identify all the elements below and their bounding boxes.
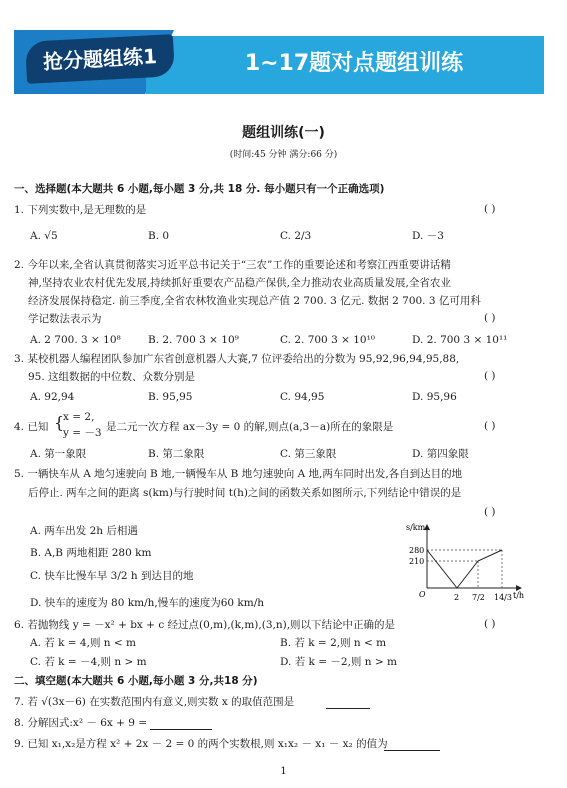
graph-y-label: s/km xyxy=(406,523,426,532)
graph-tick-210: 210 xyxy=(409,557,425,566)
q2-line2: 神,坚持农业农村优先发展,持续抓好重要农产品稳产保供,全力推动农业高质量发展,全省农业 xyxy=(28,277,451,289)
page-number: 1 xyxy=(280,766,287,777)
banner-title: 1~17题对点题组训练 xyxy=(244,51,464,76)
part1-heading: 一、选择题(本大题共 6 小题,每小题 3 分,共 18 分. 每小题只有一个正确选项) xyxy=(14,183,385,195)
q4-brace: { xyxy=(54,413,65,432)
q5-option-d: D. 快车的速度为 80 km/h,慢车的速度为60 km/h xyxy=(30,597,265,609)
q4-system-eq2: y = －3 xyxy=(63,427,102,439)
q3-line1: 3. 某校机器人编程团队参加广东省创意机器人大赛,7 位评委给出的分数为 95,92,96,94,95,88, xyxy=(14,353,460,365)
q4-system-eq1: x = 2, xyxy=(63,411,95,423)
q1-option-c: C. 2/3 xyxy=(280,230,312,242)
q3-option-a: A. 92,94 xyxy=(30,391,75,403)
q2-option-d: D. 2. 700 3 × 10¹¹ xyxy=(412,334,508,346)
q5-answer-paren: ( ) xyxy=(484,506,496,518)
q5-option-c: C. 快车比慢车早 3/2 h 到达目的地 xyxy=(30,570,194,582)
q5-distance-time-graph xyxy=(392,520,532,615)
graph-x-label: t/h xyxy=(513,591,525,600)
q7-text: 7. 若 √(3x－6) 在实数范围内有意义,则实数 x 的取值范围是 xyxy=(14,696,295,708)
q6-option-d: D. 若 k = －2,则 n > m xyxy=(280,656,397,668)
q6-option-a: A. 若 k = 4,则 n < m xyxy=(30,637,136,649)
banner xyxy=(14,30,544,94)
q1-option-a: A. √5 xyxy=(30,230,58,242)
graph-tick-280: 280 xyxy=(409,546,425,555)
q5-option-b: B. A,B 两地相距 280 km xyxy=(30,547,152,559)
q4-option-d: D. 第四象限 xyxy=(412,448,469,460)
section-meta: (时间:45 分钟 满分:66 分) xyxy=(229,150,338,160)
q8-text: 8. 分解因式:x² － 6x + 9 = xyxy=(14,717,148,729)
q5-line2: 后停止. 两车之间的距离 s(km)与行驶时间 t(h)之间的函数关系如图所示,下列结论中错误的是 xyxy=(28,487,462,499)
q8-answer-blank xyxy=(150,717,212,730)
q2-line3: 经济发展保持稳定. 前三季度,全省农林牧渔业实现总产值 2 700. 3 亿元. 数据 2 700. 3 亿可用科 xyxy=(28,295,481,307)
graph-origin: O xyxy=(419,590,426,599)
banner-badge: 抢分题组练1 xyxy=(25,34,175,84)
q4-pre: 4. 已知 xyxy=(14,421,49,433)
q2-option-c: C. 2. 700 3 × 10¹⁰ xyxy=(280,334,376,346)
q4-option-a: A. 第一象限 xyxy=(30,448,87,460)
part2-heading: 二、填空题(本大题共 6 小题,每小题 3 分,共18 分) xyxy=(14,675,258,687)
q9-text: 9. 已知 x₁,x₂是方程 x² + 2x － 2 = 0 的两个实数根,则 x₁x₂ － x₁ － x₂ 的值为 xyxy=(14,738,388,750)
q6-option-c: C. 若 k = －4,则 n > m xyxy=(30,656,147,668)
q1-option-d: D. －3 xyxy=(412,230,444,242)
q9-answer-blank xyxy=(384,738,440,751)
q6-option-b: B. 若 k = 2,则 n < m xyxy=(280,637,387,649)
q2-line1: 2. 今年以来,全省认真贯彻落实习近平总书记关于“三农”工作的重要论述和考察江西重要讲话精 xyxy=(14,259,451,271)
graph-tick-2: 2 xyxy=(454,593,460,602)
q1-stem: 1. 下列实数中,是无理数的是 xyxy=(14,204,147,216)
section-title: 题组训练(一) xyxy=(242,125,325,141)
q4-option-b: B. 第二象限 xyxy=(148,448,205,460)
q3-option-b: B. 95,95 xyxy=(148,391,193,403)
q4-post: 是二元一次方程 ax－3y = 0 的解,则点(a,3－a)所在的象限是 xyxy=(106,421,394,433)
q2-answer-paren: ( ) xyxy=(484,312,496,324)
q3-answer-paren: ( ) xyxy=(484,370,496,382)
q6-answer-paren: ( ) xyxy=(484,618,496,630)
graph-line xyxy=(427,550,502,588)
q4-option-c: C. 第三象限 xyxy=(280,448,337,460)
q5-option-a: A. 两车出发 2h 后相遇 xyxy=(30,525,138,537)
q3-line2: 95. 这组数据的中位数、众数分别是 xyxy=(28,371,196,383)
q3-option-c: C. 94,95 xyxy=(280,391,325,403)
q6-stem: 6. 若抛物线 y = －x² + bx + c 经过点(0,m),(k,m),(3,n),则以下结论中正确的是 xyxy=(14,619,396,631)
graph-tick-7-2: 7/2 xyxy=(472,593,485,602)
q4-answer-paren: ( ) xyxy=(484,420,496,432)
q2-option-b: B. 2. 700 3 × 10⁹ xyxy=(148,334,239,346)
q5-line1: 5. 一辆快车从 A 地匀速驶向 B 地,一辆慢车从 B 地匀速驶向 A 地,两车同时出发,各自到达目的地 xyxy=(14,468,463,480)
q1-answer-paren: ( ) xyxy=(484,203,496,215)
graph-tick-14-3: 14/3 xyxy=(494,593,512,602)
q7-answer-blank xyxy=(326,696,370,709)
q2-option-a: A. 2 700. 3 × 10⁸ xyxy=(30,334,121,346)
q1-option-b: B. 0 xyxy=(148,230,170,242)
q3-option-d: D. 95,96 xyxy=(412,391,457,403)
q2-line4: 学记数法表示为 xyxy=(28,313,102,325)
